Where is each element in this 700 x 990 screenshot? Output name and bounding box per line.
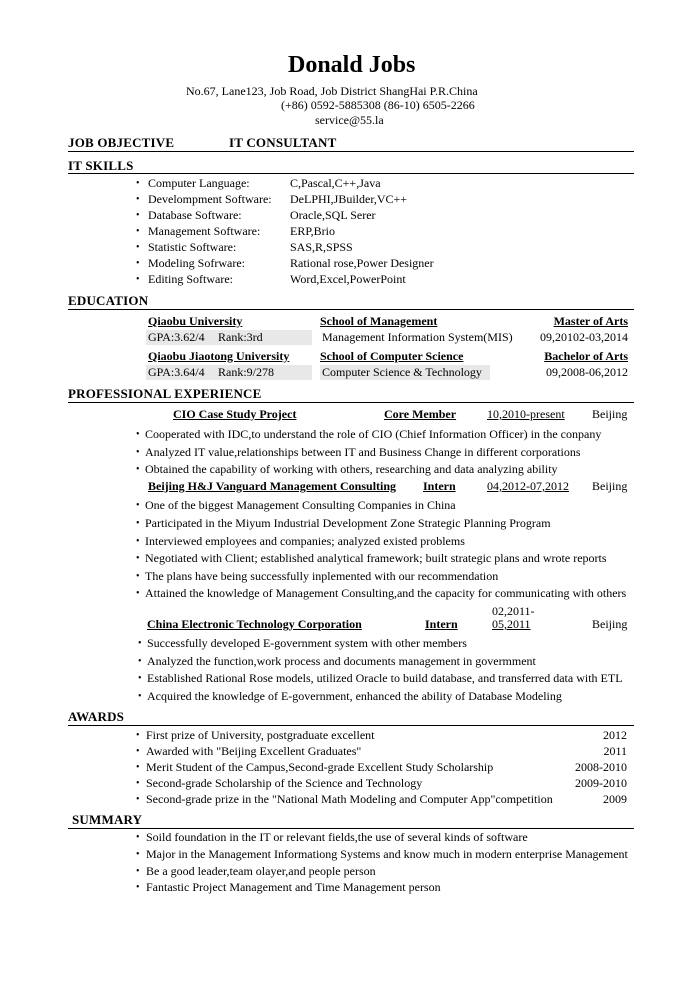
- job-role: Intern: [425, 617, 458, 631]
- gpa: GPA:3.62/4: [148, 330, 205, 344]
- bullet-icon: •: [136, 194, 140, 205]
- skill-label: Modeling Sofrware:: [148, 256, 245, 270]
- skill-value: SAS,R,SPSS: [290, 240, 353, 254]
- skill-value: DeLPHI,JBuilder,VC++: [290, 192, 408, 206]
- award-year: 2012: [603, 728, 627, 742]
- degree-name: Bachelor of Arts: [544, 349, 628, 363]
- award-year: 2008-2010: [575, 760, 627, 774]
- education-dates: 09,20102-03,2014: [540, 330, 628, 344]
- bullet-icon: •: [136, 447, 140, 458]
- award-text: First prize of University, postgraduate excellent: [146, 728, 375, 742]
- skill-value: Rational rose,Power Designer: [290, 256, 434, 270]
- degree-name: Master of Arts: [553, 314, 628, 328]
- major: Management Information System(MIS): [322, 330, 513, 344]
- skill-label: Editing Software:: [148, 272, 233, 286]
- section-title-experience: PROFESSIONAL EXPERIENCE: [68, 386, 262, 401]
- bullet-icon: •: [136, 778, 140, 789]
- skill-label: Develompment Software:: [148, 192, 272, 206]
- bullet-icon: •: [136, 553, 140, 564]
- company-name: Beijing H&J Vanguard Management Consulting: [148, 479, 397, 493]
- section-divider: [68, 173, 634, 174]
- section-divider: [68, 828, 634, 829]
- education-dates: 09,2008-06,2012: [546, 365, 628, 379]
- email-line: service@55.la: [315, 113, 384, 127]
- job-role: Core Member: [384, 407, 457, 421]
- bullet-icon: •: [136, 429, 140, 440]
- bullet-icon: •: [138, 691, 142, 702]
- award-text: Awarded with "Beijing Excellent Graduates": [146, 744, 362, 758]
- bullet-icon: •: [136, 274, 140, 285]
- award-year: 2011: [603, 744, 627, 758]
- bullet-icon: •: [138, 638, 142, 649]
- candidate-name: Donald Jobs: [288, 52, 416, 78]
- job-dates: 10,2010-present: [487, 407, 565, 421]
- experience-bullet: Attained the knowledge of Management Consulting,and the capacity for communicating with others: [145, 586, 627, 600]
- bullet-icon: •: [136, 178, 140, 189]
- award-year: 2009-2010: [575, 776, 627, 790]
- job-location: Beijing: [592, 407, 628, 421]
- experience-bullet: Negotiated with Client; established analytical framework; built strategic plans and wrote reports: [145, 551, 607, 565]
- job-location: Beijing: [592, 479, 628, 493]
- bullet-icon: •: [138, 673, 142, 684]
- summary-item: Fantastic Project Management and Time Management person: [146, 880, 441, 894]
- bullet-icon: •: [136, 518, 140, 529]
- award-year: 2009: [603, 792, 627, 806]
- section-divider: [68, 402, 634, 403]
- bullet-icon: •: [136, 464, 140, 475]
- company-name: CIO Case Study Project: [173, 407, 297, 421]
- section-divider: [68, 725, 634, 726]
- bullet-icon: •: [136, 500, 140, 511]
- experience-bullet: Successfully developed E-government system with other members: [147, 636, 467, 650]
- phone-line: (+86) 0592-5885308 (86-10) 6505-2266: [281, 98, 475, 112]
- bullet-icon: •: [136, 536, 140, 547]
- experience-bullet: Participated in the Miyum Industrial Development Zone Strategic Planning Program: [145, 516, 551, 530]
- experience-bullet: Analyzed IT value,relationships between IT and Business Change in different corporations: [145, 445, 581, 459]
- experience-bullet: Acquired the knowledge of E-government, enhanced the ability of Database Modeling: [147, 689, 562, 703]
- address-line: No.67, Lane123, Job Road, Job District ShangHai P.R.China: [186, 84, 478, 98]
- award-text: Second-grade Scholarship of the Science and Technology: [146, 776, 423, 790]
- school-name: School of Management: [320, 314, 438, 328]
- experience-bullet: One of the biggest Management Consulting Companies in China: [145, 498, 456, 512]
- section-title-education: EDUCATION: [68, 293, 149, 308]
- section-divider: [68, 151, 634, 152]
- bullet-icon: •: [136, 210, 140, 221]
- bullet-icon: •: [136, 571, 140, 582]
- company-name: China Electronic Technology Corporation: [147, 617, 362, 631]
- summary-item: Major in the Management Informationg Systems and know much in modern enterprise Management: [146, 847, 628, 861]
- experience-bullet: Analyzed the function,work process and documents management in govermment: [147, 654, 536, 668]
- skill-value: Oracle,SQL Serer: [290, 208, 376, 222]
- rank: Rank:9/278: [218, 365, 274, 379]
- experience-bullet: Interviewed employees and companies; analyzed existed problems: [145, 534, 465, 548]
- job-dates: 04,2012-07,2012: [487, 479, 569, 493]
- section-divider: [68, 309, 634, 310]
- bullet-icon: •: [138, 656, 142, 667]
- school-name: School of Computer Science: [320, 349, 464, 363]
- job-dates-end: 05,2011: [492, 617, 531, 631]
- bullet-icon: •: [136, 762, 140, 773]
- objective-label: JOB OBJECTIVE: [68, 135, 175, 150]
- bullet-icon: •: [136, 794, 140, 805]
- skill-value: ERP,Brio: [290, 224, 336, 238]
- bullet-icon: •: [136, 882, 140, 893]
- job-dates: 02,2011-: [492, 604, 535, 618]
- experience-bullet: Cooperated with IDC,to understand the role of CIO (Chief Information Officer) in the conpany: [145, 427, 602, 441]
- experience-bullet: Obtained the capability of working with others, researching and data analyzing ability: [145, 462, 558, 476]
- gpa: GPA:3.64/4: [148, 365, 205, 379]
- section-title-summary: SUMMARY: [72, 812, 143, 827]
- summary-item: Be a good leader,team olayer,and people person: [146, 864, 376, 878]
- bullet-icon: •: [136, 866, 140, 877]
- award-text: Second-grade prize in the "National Math Modeling and Computer App"competition: [146, 792, 553, 806]
- bullet-icon: •: [136, 258, 140, 269]
- bullet-icon: •: [136, 588, 140, 599]
- objective-value: IT CONSULTANT: [229, 135, 337, 150]
- bullet-icon: •: [136, 730, 140, 741]
- award-text: Merit Student of the Campus,Second-grade Excellent Study Scholarship: [146, 760, 494, 774]
- skill-label: Database Software:: [148, 208, 242, 222]
- experience-bullet: The plans have being successfully inplemented with our recommendation: [145, 569, 499, 583]
- bullet-icon: •: [136, 242, 140, 253]
- job-role: Intern: [423, 479, 456, 493]
- section-title-awards: AWARDS: [68, 709, 125, 724]
- bullet-icon: •: [136, 832, 140, 843]
- rank: Rank:3rd: [218, 330, 263, 344]
- section-title-it-skills: IT SKILLS: [68, 158, 134, 173]
- bullet-icon: •: [136, 849, 140, 860]
- skill-label: Computer Language:: [148, 176, 250, 190]
- skill-label: Management Software:: [148, 224, 261, 238]
- university-name: Qiaobu Jiaotong University: [148, 349, 290, 363]
- university-name: Qiaobu University: [148, 314, 243, 328]
- summary-item: Soild foundation in the IT or relevant fields,the use of several kinds of software: [146, 830, 528, 844]
- skill-value: Word,Excel,PowerPoint: [290, 272, 406, 286]
- bullet-icon: •: [136, 226, 140, 237]
- major: Computer Science & Technology: [322, 365, 482, 379]
- skill-value: C,Pascal,C++,Java: [290, 176, 381, 190]
- skill-label: Statistic Software:: [148, 240, 237, 254]
- job-location: Beijing: [592, 617, 628, 631]
- bullet-icon: •: [136, 746, 140, 757]
- experience-bullet: Established Rational Rose models, utilized Oracle to build database, and transferred data with ETL: [147, 671, 623, 685]
